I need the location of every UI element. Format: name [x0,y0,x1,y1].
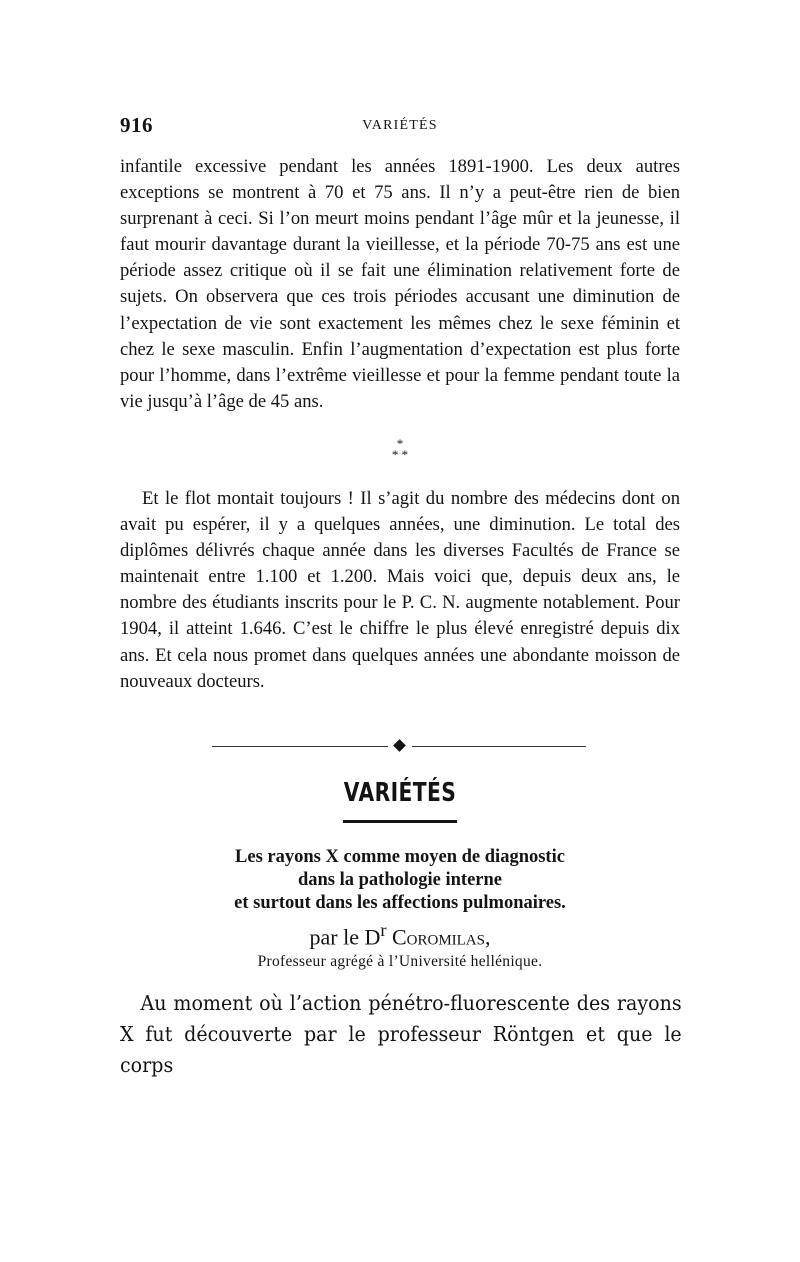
asterism-top: * [396,436,404,451]
running-head [120,113,680,139]
article-title-line-2: dans la pathologie interne [297,870,503,890]
paragraph-xray-intro: Au moment où l’action pénétro-fluorescente des rayons X fut découverte par le professeur Röntgen et que le corps [120,991,682,1077]
asterism-separator [0,438,800,460]
article-title-line-3: et surtout dans les affections pulmonaires. [234,893,566,913]
asterism-bottom: * * [391,447,409,462]
page-number: 916 [120,113,153,137]
section-title: VARIÉTÉS [343,778,457,808]
article-title [0,846,800,915]
running-title: VARIÉTÉS [362,118,438,133]
ornamental-rule [212,740,586,754]
article-title-line-1: Les rayons X comme moyen de diagnostic [235,847,565,867]
author-name: Coromilas, [391,924,491,950]
author-affiliation: Professeur agrégé à l’Université hellénique. [257,953,543,970]
paragraph-life-expectancy: infantile excessive pendant les années 1891-1900. Les deux autres exceptions se montrent à 70 et 75 ans. Il n’y a peut-être rien de bien surprenant à ceci. Si l’on meurt moins pendant l’âge mûr et la jeunesse, il faut mourir davantage durant la vieillesse, et la période 70-75 ans est une période assez critique où il se fait une élimination relativement forte de sujets. On observera que ces trois périodes accusant une diminution de l’expectation de vie sont exactement les mêmes chez le sexe féminin et chez le sexe masculin. Enfin l’augmentation d’expectation est plus forte pour l’homme, dans l’extrême vieillesse et pour la femme pendant toute la vie jusqu’à l’âge de 45 ans. [120,156,680,412]
byline-prefix: par le D [309,924,381,950]
paragraph-doctors: Et le flot montait toujours ! Il s’agit du nombre des médecins dont on avait pu espérer, il y a quelques années, une diminution. Le total des diplômes délivrés chaque année dans les diverses Facultés de France se maintenait entre 1.100 et 1.200. Mais voici que, depuis deux ans, le nombre des étudiants inscrits pour le P. C. N. augmente notablement. Pour 1904, il atteint 1.646. C’est le chiffre le plus élevé enregistré depuis dix ans. Et cela nous promet dans quelques années une abondante moisson de nouveaux docteurs. [120,488,680,692]
diamond-ornament-icon [393,739,406,752]
rule-line-right [412,746,586,747]
byline-sup: r [380,920,387,940]
section-title-underline [343,820,457,823]
rule-line-left [212,746,388,747]
byline [0,920,800,950]
